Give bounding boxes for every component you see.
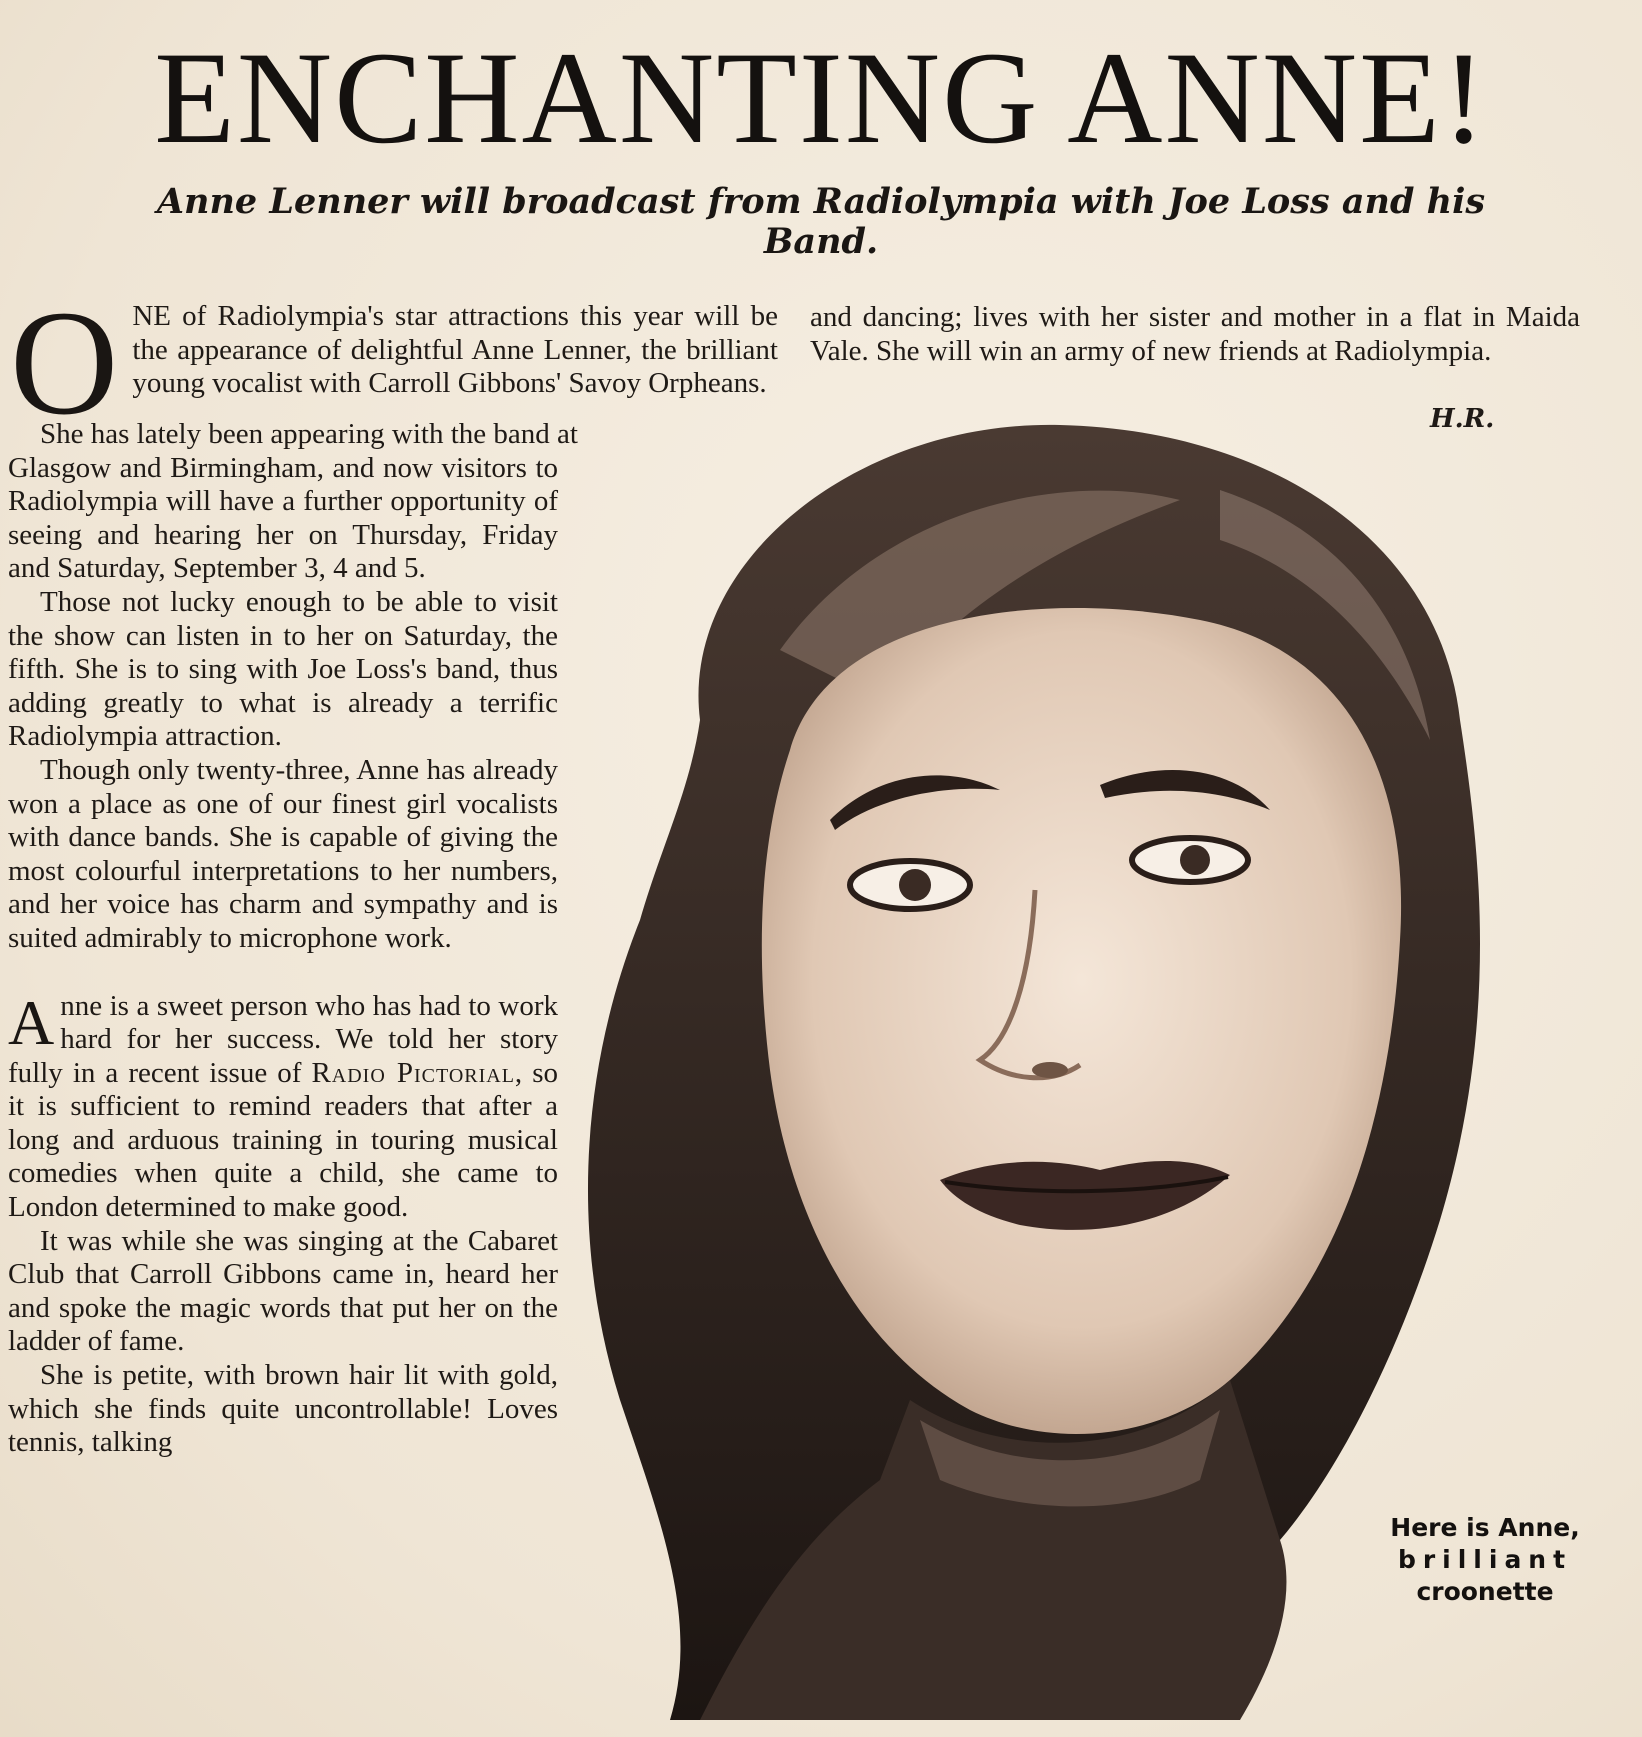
photo-caption: Here is Anne, brilliant croonette: [1390, 1513, 1580, 1606]
paragraph-5: Anne is a sweet person who has had to work hard for her success. We told her story fully in a recent issue of Radio Pictorial, so it is sufficient to remind readers that after a long and arduous training in touring musical comedies when quite a child, she came to London determined to make good.: [8, 986, 559, 1224]
paragraph-3: Those not lucky enough to be able to visit the show can listen in to her on Saturday, the fifth. She is to sing with Joe Loss's band, thus adding greatly to what is already a terrific Radiolympia attraction.: [8, 585, 558, 753]
paragraph-4: Though only twenty-three, Anne has already won a place as one of our finest girl vocalists with dance bands. She is capable of giving the most colourful interpretations to her numbers, and her voice has charm and sympathy and is suited admirably to microphone work.: [8, 753, 558, 954]
author-signature: H.R.: [1430, 404, 1495, 434]
paragraph-2: She has lately been appearing with the band at: [40, 418, 578, 450]
paragraph-2-continued: Glasgow and Birmingham, and now visitors to Radiolympia will have a further opportunity of seeing and hearing her on Thursday, Friday and Saturday, September 3, 4 and 5.: [8, 451, 558, 585]
drop-cap-o: O: [10, 280, 119, 446]
subheadline: Anne Lenner will broadcast from Radiolympia with Joe Loss and his Band.: [156, 181, 1486, 262]
headline: ENCHANTING ANNE!: [154, 24, 1488, 171]
paragraph-6: It was while she was singing at the Cabaret Club that Carroll Gibbons came in, heard her and spoke the magic words that put her on the ladder of fame.: [8, 1224, 558, 1358]
paragraph-7: She is petite, with brown hair lit with gold, which she finds quite uncontrollable! Loves tennis, talking: [8, 1359, 558, 1459]
paragraph-1: ONE of Radiolympia's star attractions this year will be the appearance of delightful Anne Lenner, the brilliant young vocalist with Carroll Gibbons' Savoy Orpheans.: [10, 280, 778, 446]
article-right-column: [810, 300, 1580, 368]
paragraph-8: and dancing; lives with her sister and mother in a flat in Maida Vale. She will win an army of new friends at Radiolympia.: [810, 301, 1580, 367]
magazine-name: Radio Pictorial: [311, 1056, 515, 1089]
drop-cap-a: A: [8, 986, 55, 1058]
narrow-column: [8, 452, 558, 1460]
